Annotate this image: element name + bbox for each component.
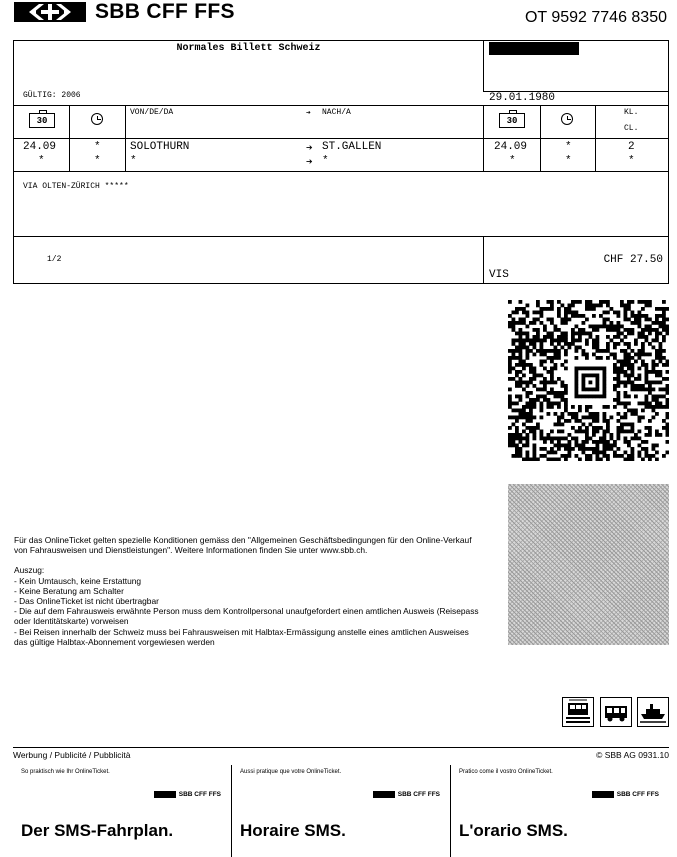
to-label: NACH/A xyxy=(322,108,351,117)
boat-icon xyxy=(637,697,669,727)
double-arrow-icon xyxy=(27,4,73,20)
ad-headline: L'orario SMS. xyxy=(459,821,568,840)
outbound-to: ST.GALLEN xyxy=(322,141,382,153)
sbb-logo-icon xyxy=(373,791,395,798)
ticket-count: 1/2 xyxy=(47,255,62,264)
ad-logo: SBB CFF FFS xyxy=(373,791,440,798)
arrow-icon: ➔ xyxy=(306,157,313,169)
return-from: * xyxy=(130,155,137,167)
outbound-date-2: 24.09 xyxy=(494,141,528,153)
conditions-item: - Das OnlineTicket ist nicht übertragbar xyxy=(14,596,159,607)
arrow-icon: ➔ xyxy=(306,143,313,155)
ticket-code: VIS xyxy=(489,269,509,281)
calendar-icon-return: 30 xyxy=(499,113,525,128)
validity: GÜLTIG: 2006 xyxy=(23,91,81,100)
brand-name: SBB CFF FFS xyxy=(95,0,235,23)
ad-tagline: Aussi pratique que votre OnlineTicket. xyxy=(240,769,342,775)
class-label-2: CL. xyxy=(624,124,639,133)
route: VIA OLTEN-ZÜRICH ***** xyxy=(23,182,129,191)
sbb-logo-icon xyxy=(14,2,86,22)
outbound-time-2: * xyxy=(565,141,572,153)
ticket-title: Normales Billett Schweiz xyxy=(176,43,321,54)
conditions-text xyxy=(14,535,484,647)
return-date: * xyxy=(38,155,45,167)
ad-logo: SBB CFF FFS xyxy=(592,791,659,798)
copyright: © SBB AG 0931.10 xyxy=(596,750,669,760)
clock-icon-return xyxy=(561,113,573,125)
security-pattern xyxy=(508,484,669,645)
outbound-time: * xyxy=(94,141,101,153)
train-icon xyxy=(562,697,594,727)
sbb-logo-icon xyxy=(154,791,176,798)
class-label-1: KL. xyxy=(624,108,639,117)
calendar-icon: 30 xyxy=(29,113,55,128)
ad-column-fr xyxy=(232,765,450,857)
arrow-icon: ➔ xyxy=(306,109,311,118)
conditions-item: - Bei Reisen innerhalb der Schweiz muss bei Fahrausweisen mit Halbtax-Ermässigung anstelle eines amtlichen Ausweises das gültige Halbtax-Abonnement vorgewiesen werden xyxy=(14,626,469,647)
price: CHF 27.50 xyxy=(603,254,663,266)
return-to: * xyxy=(322,155,329,167)
conditions-intro: Für das OnlineTicket gelten spezielle Konditionen gemäss den "Allgemeinen Geschäftsbedingungen für den Online-Verkauf von Fahrausweisen und Dienstleistungen". Weitere Informationen finden Sie unter www.sbb.ch. xyxy=(14,535,472,556)
clock-icon xyxy=(91,113,103,125)
from-label: VON/DE/DA xyxy=(130,108,174,117)
sbb-logo-icon xyxy=(592,791,614,798)
outbound-class: 2 xyxy=(628,141,635,153)
ad-tagline: So praktisch wie Ihr OnlineTicket. xyxy=(21,769,110,775)
conditions-item: - Kein Umtausch, keine Erstattung xyxy=(14,575,142,586)
ticket-number: OT 9592 7746 8350 xyxy=(524,9,667,26)
ad-column-de xyxy=(13,765,231,857)
outbound-from: SOLOTHURN xyxy=(130,141,190,153)
ad-column-it xyxy=(451,765,669,857)
outbound-date: 24.09 xyxy=(23,141,57,153)
ads-label: Werbung / Publicité / Pubblicità xyxy=(13,750,131,760)
ads-divider xyxy=(13,747,669,748)
return-date-2: * xyxy=(509,155,516,167)
return-time: * xyxy=(94,155,101,167)
bus-icon xyxy=(600,697,632,727)
conditions-heading: Auszug: xyxy=(14,565,45,576)
return-time-2: * xyxy=(565,155,572,167)
aztec-barcode xyxy=(508,300,669,461)
aztec-code-icon xyxy=(508,300,669,461)
redacted-name xyxy=(489,42,579,55)
ad-logo: SBB CFF FFS xyxy=(154,791,221,798)
date-of-birth: 29.01.1980 xyxy=(489,92,556,104)
ad-headline: Horaire SMS. xyxy=(240,821,346,840)
return-class: * xyxy=(628,155,635,167)
ticket-panel xyxy=(13,40,669,284)
conditions-item: - Keine Beratung am Schalter xyxy=(14,585,124,596)
ad-headline: Der SMS-Fahrplan. xyxy=(21,821,174,840)
ad-tagline: Pratico come il vostro OnlineTicket. xyxy=(459,769,553,775)
conditions-item: - Die auf dem Fahrausweis erwähnte Person muss dem Kontrollpersonal unaufgefordert einen amtlichen Ausweis (Reisepass oder Identitätskarte) vorweisen xyxy=(14,606,479,627)
